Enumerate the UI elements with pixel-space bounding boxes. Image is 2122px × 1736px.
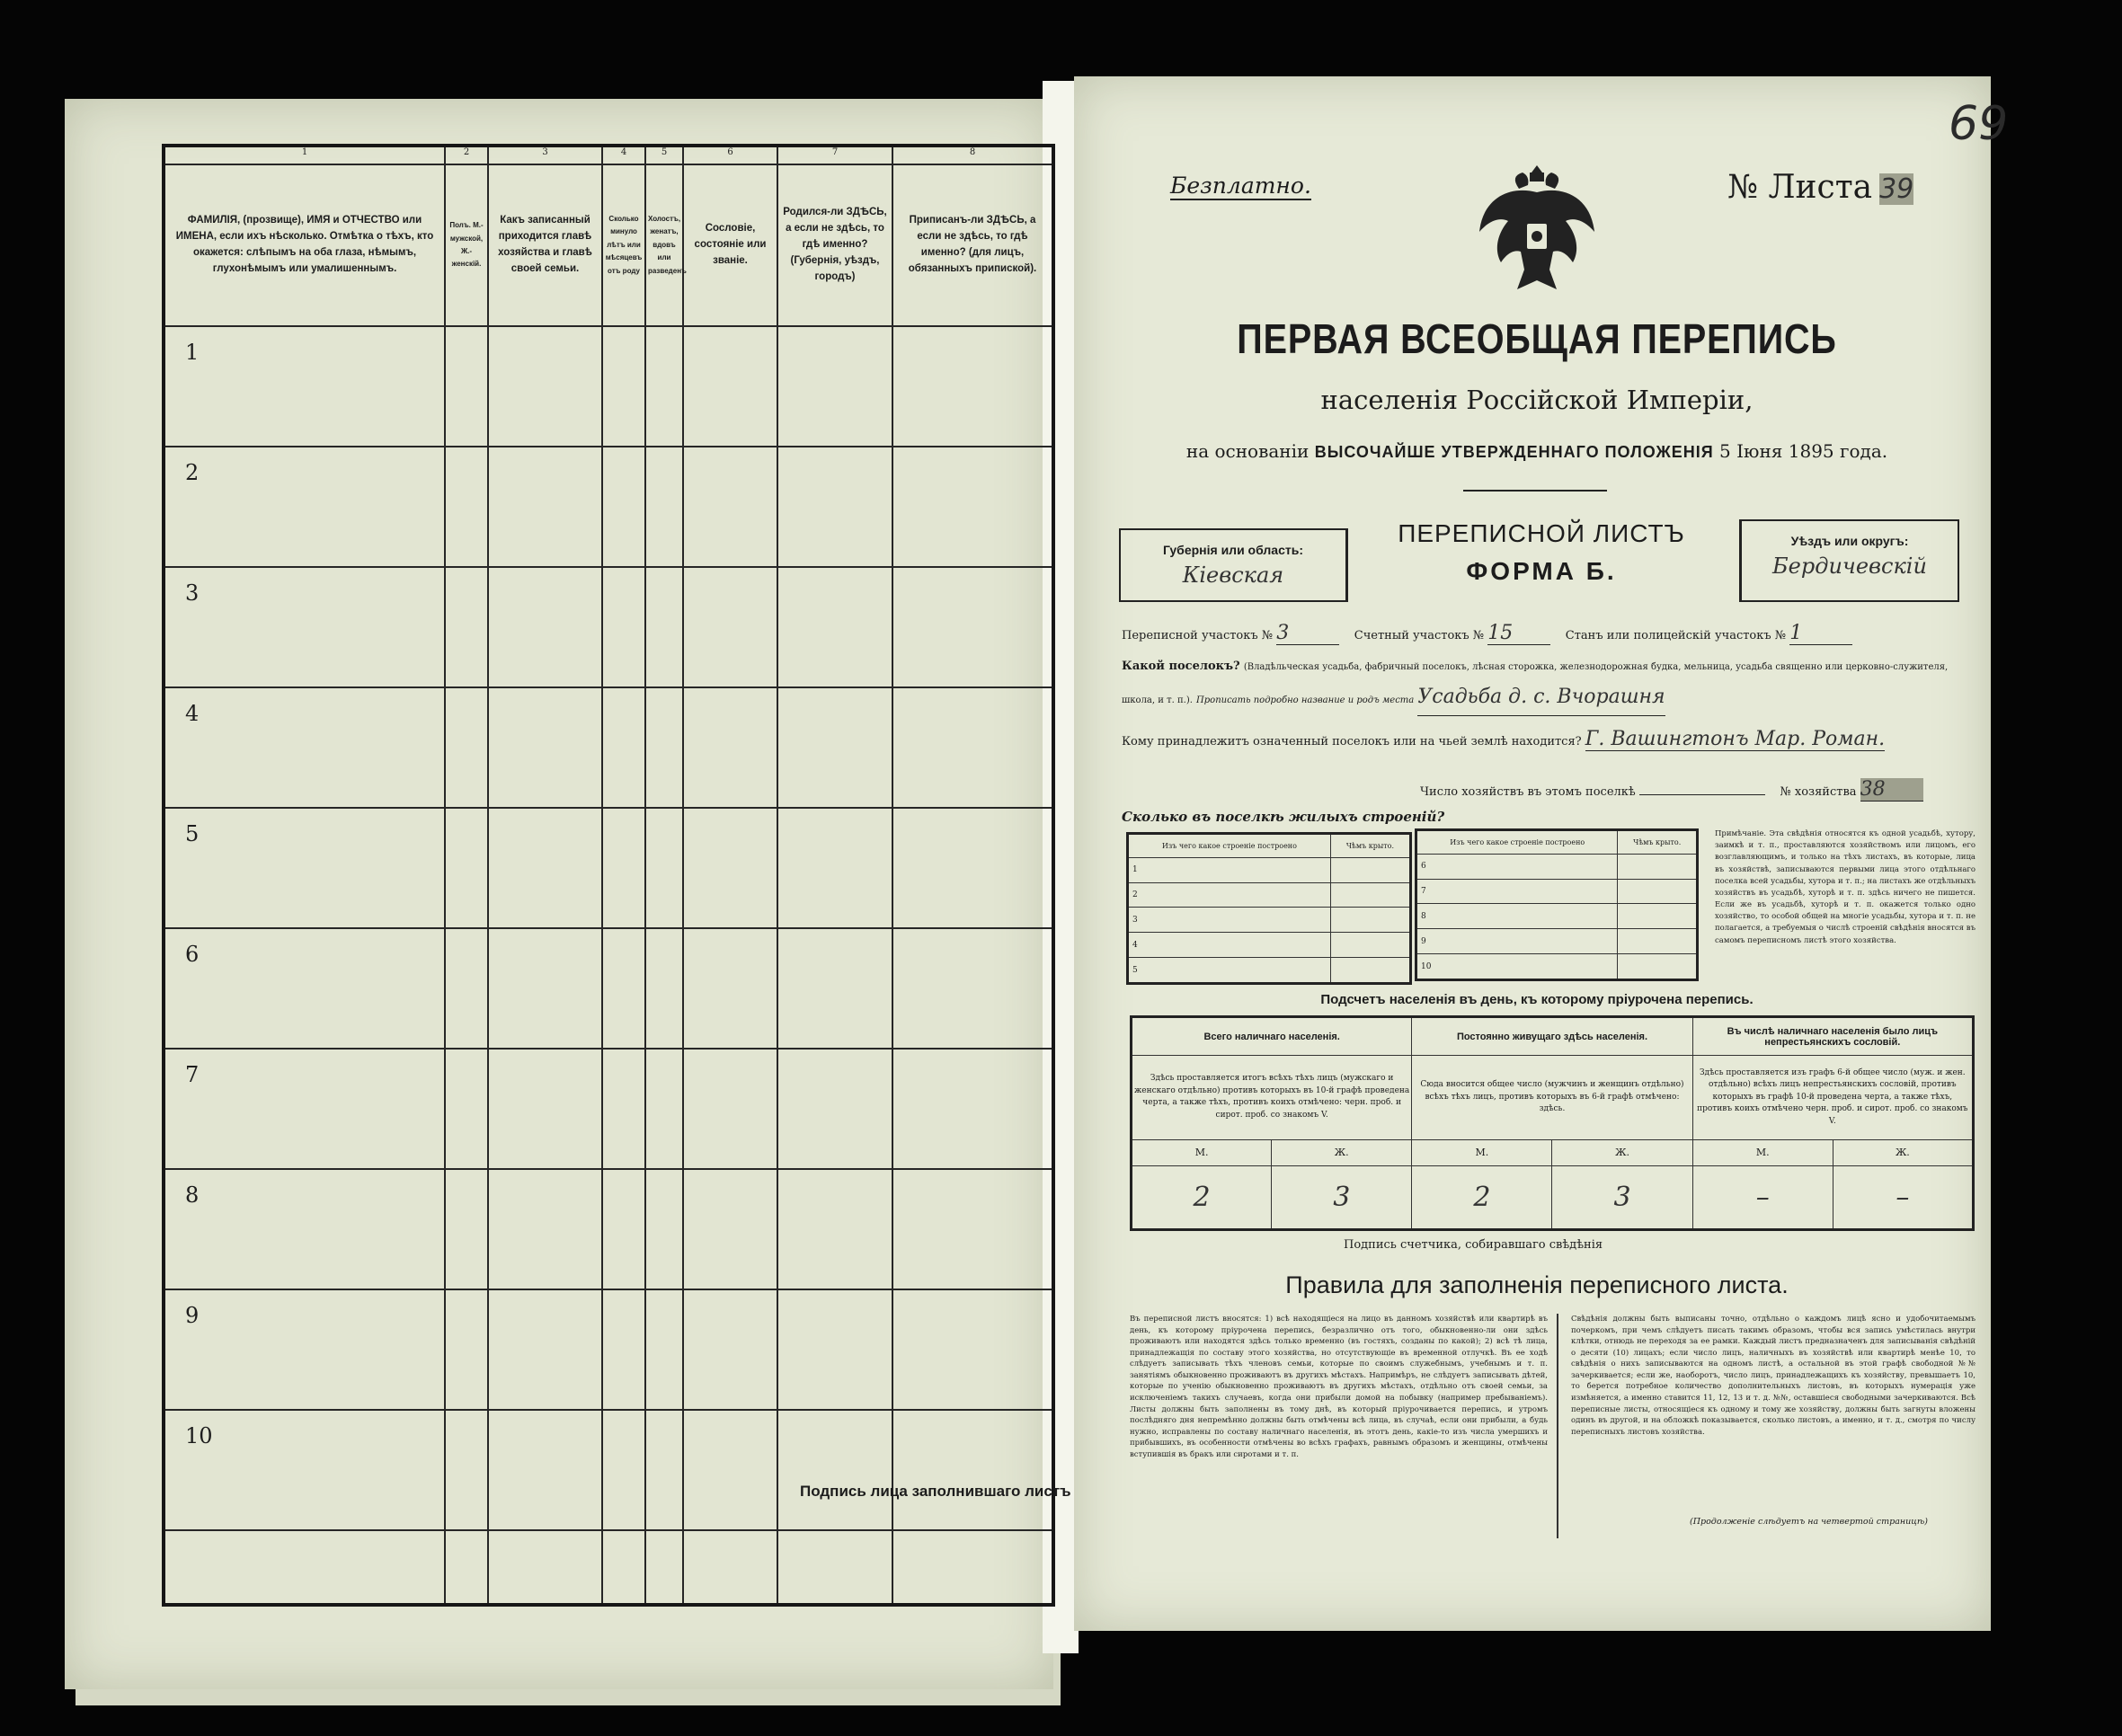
census-district-label: Переписной участокъ № [1122, 629, 1274, 642]
buildings-title: Сколько въ поселкѣ жилыхъ строеній? [1122, 809, 1445, 825]
cell [602, 1289, 645, 1410]
cell [602, 1410, 645, 1530]
cell [777, 567, 892, 687]
population-count-title: Подсчетъ населенія въ день, къ которому пріурочена перепись. [1320, 992, 1754, 1007]
cell [892, 687, 1053, 808]
building-row: 7 [1416, 879, 1618, 904]
cell [645, 447, 683, 567]
cell [777, 1049, 892, 1169]
cell [445, 1410, 488, 1530]
sex-label: Ж. [1272, 1139, 1412, 1165]
building-row: 5 [1128, 958, 1331, 984]
cell [645, 1049, 683, 1169]
column-header-registered: Приписанъ-ли ЗДѢСЬ, а если не здѣсь, то гдѣ именно? (для лицъ, обязанныхъ припиской). [892, 164, 1053, 326]
free-of-charge-label: Безплатно. [1170, 173, 1311, 199]
census-legal-basis [1079, 440, 1995, 462]
cell [777, 1410, 892, 1530]
uezd-label: Уѣздъ или округъ: [1790, 534, 1909, 548]
cell [488, 928, 602, 1049]
counting-district-value: 15 [1487, 622, 1550, 645]
cell [445, 447, 488, 567]
cell [488, 1410, 602, 1530]
cell [445, 1049, 488, 1169]
cell [488, 808, 602, 928]
cell [645, 567, 683, 687]
census-title: ПЕРВАЯ ВСЕОБЩАЯ ПЕРЕПИСЬ [1237, 315, 1837, 362]
column-number-row [164, 146, 1053, 164]
cell [892, 808, 1053, 928]
count-value: 3 [1272, 1165, 1412, 1229]
households-label: Число хозяйствъ въ этомъ поселкѣ [1420, 785, 1636, 799]
population-count-table [1130, 1015, 1975, 1231]
column-header-marital: Холостъ, женатъ, вдовъ или разведенъ [645, 164, 683, 326]
cell [892, 1169, 1053, 1289]
cell [683, 1289, 777, 1410]
stan-value: 1 [1789, 622, 1852, 645]
cell [602, 928, 645, 1049]
uezd-value: Бердичевскій [1772, 554, 1927, 579]
buildings-table-right [1415, 828, 1699, 981]
cell [1330, 958, 1410, 984]
cell [602, 1169, 645, 1289]
owner-line [1122, 728, 1885, 751]
cell [892, 928, 1053, 1049]
row-number: 3 [164, 567, 445, 687]
cell [1330, 908, 1410, 933]
cell [645, 1169, 683, 1289]
column-number: 1 [164, 146, 445, 164]
row-number: 2 [164, 447, 445, 567]
buildings-note: Примѣчаніе. Эта свѣдѣнія относятся къ одной усадьбѣ, хутору, заимкѣ и т. п., проставляются хозяйствомъ или лицомъ, его возглавляющимъ, и только на тѣхъ листахъ, въ которые, лица въ хозяйствѣ, записываются первыми лица этого отдѣльнаго поселка всей усадьбы, хутора и т. п.; на листахъ же отдѣльныхъ хозяйствъ въ усадьбѣ, хуторѣ и т. п. здѣсь ничего не пишется. Если же въ усадьбѣ, хуторѣ и т. п. окажется только одно хозяйство, то особой общей на многіе усадьбы, хутора и т. п. не полагается, а требуемыя о числѣ строеній свѣдѣнія вносятся въ самомъ переписномъ листѣ этого хозяйства. [1715, 829, 1976, 945]
cell [445, 1289, 488, 1410]
double-headed-eagle-emblem [1474, 162, 1600, 306]
building-row: 4 [1128, 933, 1331, 958]
cell [445, 1169, 488, 1289]
cell [602, 326, 645, 447]
cell [1330, 857, 1410, 882]
households-blank [1639, 794, 1765, 795]
cell [602, 687, 645, 808]
row-number: 6 [164, 928, 445, 1049]
person-row [164, 1049, 1053, 1169]
cell [1618, 879, 1698, 904]
sex-label: М. [1132, 1139, 1272, 1165]
cell [488, 1169, 602, 1289]
sheet-number-label: № Листа [1727, 169, 1873, 206]
counting-district-label: Счетный участокъ № [1354, 629, 1485, 642]
census-district-value: 3 [1276, 622, 1339, 645]
person-row [164, 326, 1053, 447]
cell [445, 687, 488, 808]
cell [683, 1530, 777, 1605]
cell [892, 1049, 1053, 1169]
cell [683, 447, 777, 567]
person-row [164, 1289, 1053, 1410]
cell [683, 808, 777, 928]
sex-label: М. [1692, 1139, 1833, 1165]
building-row: 8 [1416, 904, 1618, 929]
count-group-non-peasant: Въ числѣ наличнаго населенія было лицъ непрестьянскихъ сословій. [1692, 1017, 1973, 1056]
cell [488, 687, 602, 808]
cell [777, 808, 892, 928]
district-line [1122, 622, 1852, 645]
column-number: 6 [683, 146, 777, 164]
cell [445, 326, 488, 447]
count-desc-non-peasant: Здѣсь проставляется изъ графъ 6-й общее число (муж. и жен. отдѣльно) всѣхъ лицъ непрестьянскихъ сословій, противъ которыхъ въ графѣ 10-й проведена черта, а также тѣхъ, противъ коихъ отмѣчено черн. проб. и сирот. проб. со знакомъ V. [1692, 1056, 1973, 1140]
person-row [164, 447, 1053, 567]
cell [683, 1049, 777, 1169]
settlement-value: Усадьба д. с. Вчорашня [1417, 678, 1665, 717]
cell [892, 447, 1053, 567]
cell [602, 1049, 645, 1169]
row-number: 4 [164, 687, 445, 808]
column-header-row [164, 164, 1053, 326]
column-number: 4 [602, 146, 645, 164]
row-number: 9 [164, 1289, 445, 1410]
count-value: – [1692, 1165, 1833, 1229]
buildings-col-material: Изъ чего какое строеніе построено [1416, 830, 1618, 855]
sex-label: Ж. [1552, 1139, 1692, 1165]
row-number: 1 [164, 326, 445, 447]
count-value: 2 [1412, 1165, 1552, 1229]
filler-signature-label: Подпись лица заполнившаго листъ [800, 1483, 1071, 1500]
cell [445, 567, 488, 687]
count-group-present: Всего наличнаго населенія. [1132, 1017, 1412, 1056]
building-row: 9 [1416, 929, 1618, 954]
column-header-age: Сколько минуло лѣтъ или мѣсяцевъ отъ роду [602, 164, 645, 326]
owner-label: Кому принадлежитъ означенный поселокъ или на чьей землѣ находится? [1122, 735, 1582, 748]
settlement-line [1122, 656, 1967, 716]
households-line [1420, 778, 1923, 802]
cell [683, 928, 777, 1049]
cell [777, 1289, 892, 1410]
cell [892, 1530, 1053, 1605]
rules-column-2: Свѣдѣнія должны быть выписаны точно, отдѣльно о каждомъ лицѣ ясно и удобочитаемымъ почеркомъ, при чемъ слѣдуетъ писать такимъ образомъ, чтобы вся запись умѣстилась внутри клѣтки, отнюдь не переходя за ее рамки. Каждый листъ предназначенъ для записыванія свѣдѣній о десяти (10) лицахъ; если число лицъ, наличныхъ въ хозяйствѣ или квартирѣ менѣе 10, то свѣдѣнія о нихъ записываются на одномъ листѣ, а остальной въ этой графѣ свободной №№ зачеркивается; если же, наоборотъ, число лицъ, принадлежащихъ къ хозяйству, превышаетъ 10, то берется потребное количество дополнительныхъ листовъ, въ которыхъ нумерація уже измѣняется, а именно ставится 11, 12, 13 и т. д. №№, оставшіеся свободными зачеркиваются. Всѣ переписные листы, относящіеся къ одному и тому же хозяйству, должны быть загнуты вложены одинъ въ другой, и на обложкѣ показывается, сколько листовъ, а именно, и т. д., смотря по числу переписныхъ листовъ хозяйства. [1571, 1315, 1976, 1437]
row-number: 7 [164, 1049, 445, 1169]
cell [1618, 904, 1698, 929]
rules-title: Правила для заполненія переписного листа. [1285, 1271, 1789, 1298]
legal-basis-caps: ВЫСОЧАЙШЕ УТВЕРЖДЕННАГО ПОЛОЖЕНІЯ [1314, 443, 1714, 461]
household-no-value: 38 [1860, 778, 1923, 802]
cell [164, 1530, 445, 1605]
cell [777, 447, 892, 567]
cell [777, 1530, 892, 1605]
sheet-number-value: 39 [1879, 173, 1914, 205]
settlement-hint: (Владѣльческая усадьба, фабричный поселокъ, лѣсная сторожка, железнодорожная будка, мельница, усадьба священно или церковно-служителя, школа, и т. п.). [1122, 662, 1949, 705]
count-group-resident: Постоянно живущаго здѣсь населенія. [1412, 1017, 1692, 1056]
gubernia-label: Губернія или область: [1162, 543, 1304, 557]
counter-signature-label: Подпись счетчика, собиравшаго свѣдѣнія [1344, 1238, 1603, 1252]
person-row [164, 808, 1053, 928]
settlement-hint-2: Прописать подробно название и родъ места [1196, 695, 1415, 705]
count-value: 2 [1132, 1165, 1272, 1229]
cell [488, 1289, 602, 1410]
column-header-name: ФАМИЛІЯ, (прозвище), ИМЯ и ОТЧЕСТВО или ИМЕНА, если ихъ нѣсколько. Отмѣтка о тѣхъ, кто окажется: слѣпымъ на оба глаза, нѣмымъ, глухонѣмымъ или умалишеннымъ. [164, 164, 445, 326]
cell [445, 928, 488, 1049]
buildings-table-left [1126, 832, 1412, 985]
row-number: 10 [164, 1410, 445, 1530]
count-desc-present: Здѣсь проставляется итогъ всѣхъ тѣхъ лицъ (мужскаго и женскаго отдѣльно) противъ которыхъ въ 10-й графѣ проведена черта, а также тѣхъ, противъ коихъ отмѣчено: черн. проб. и сирот. проб. со знакомъ V. [1132, 1056, 1412, 1140]
cell [777, 1169, 892, 1289]
form-header-band [1119, 519, 1959, 600]
owner-value: Г. Вашингтонъ Мар. Роман. [1585, 728, 1886, 750]
cell [488, 1530, 602, 1605]
cell [777, 928, 892, 1049]
cell [488, 447, 602, 567]
cell [602, 1530, 645, 1605]
column-header-sex: Полъ. М.-мужской, Ж.-женскій. [445, 164, 488, 326]
cell [645, 808, 683, 928]
legal-basis-prefix: на основаніи [1185, 440, 1310, 462]
column-header-estate: Сословіе, состояніе или званіе. [683, 164, 777, 326]
cell [683, 567, 777, 687]
cell [777, 687, 892, 808]
cell [1618, 854, 1698, 879]
building-row: 6 [1416, 854, 1618, 879]
building-row: 1 [1128, 857, 1331, 882]
gubernia-box [1119, 528, 1348, 602]
folio-number: 69 [1949, 97, 2009, 151]
person-row [164, 567, 1053, 687]
person-row [164, 1169, 1053, 1289]
sex-label: Ж. [1833, 1139, 1973, 1165]
buildings-col-material: Изъ чего какое строеніе построено [1128, 834, 1331, 858]
rules-divider [1557, 1314, 1558, 1538]
rules-column-1: Въ переписной листъ вносятся: 1) всѣ находящіеся на лицо въ данномъ хозяйствѣ или квартирѣ въ день, къ которому пріурочена перепись, безразлично отъ того, обыкновенно-ли они здѣсь проживаютъ или находятся здѣсь только временно (въ гостяхъ, созданы по какой); 2) всѣ тѣ лица, принадлежащія по составу этого хозяйства, но отсутствующіе въ временной отлучкѣ. Въ ее ходѣ слѣдуетъ записывать тѣхъ членовъ семьи, которые по своимъ служебнымъ, учебнымъ и т. п. занятіямъ обыкновенно проживаютъ въ другихъ мѣстахъ. Напримѣръ, не слѣдуетъ записывать дѣтей, которые по ученію обыкновенно проживаютъ въ другихъ мѣстахъ, отдѣльно отъ своей семьи, за исключеніемъ такихъ случаевъ, когда они прибыли домой на побывку (например пребываніемъ). Листы должны быть заполнены въ тому днѣ, въ который пріурочивается перепись, и утромъ послѣдняго дня непремѣнно должны быть отмѣчены всѣ лица, въ случаѣ, если они прибыли, а будь нужно, исправлены по составу наличнаго населенія, въ этотъ день, какіе-то изъ числа умершихъ и прибывшихъ, въ особенности отмѣчены во всѣхъ графахъ, равнымъ образомъ и женщины, отмѣчены вступившія въ бракъ или сиротами и т. п. [1130, 1315, 1548, 1459]
cell [683, 326, 777, 447]
sheet-number [1727, 169, 1913, 206]
settlement-label: Какой поселокъ? [1122, 660, 1240, 673]
stan-label: Станъ или полицейскій участокъ № [1565, 629, 1787, 642]
count-desc-resident: Сюда вносится общее число (мужчинъ и женщинъ отдѣльно) всѣхъ тѣхъ лицъ, противъ которыхъ въ 6-й графѣ отмѣчено: здѣсь. [1412, 1056, 1692, 1140]
person-row [164, 1410, 1053, 1530]
cell [1330, 933, 1410, 958]
cell [645, 326, 683, 447]
household-no-label: № хозяйства [1780, 785, 1857, 799]
column-header-birthplace: Родился-ли ЗДѢСЬ, а если не здѣсь, то гдѣ именно? (Губернія, уѣздъ, городъ) [777, 164, 892, 326]
cell [645, 1530, 683, 1605]
building-row: 10 [1416, 954, 1618, 980]
cell [488, 1049, 602, 1169]
row-number: 5 [164, 808, 445, 928]
column-number: 8 [892, 146, 1053, 164]
census-person-table [162, 144, 1055, 1607]
cell [683, 1169, 777, 1289]
cell [645, 1289, 683, 1410]
cell [488, 326, 602, 447]
gubernia-value: Кіевская [1182, 562, 1284, 588]
row-number: 8 [164, 1169, 445, 1289]
divider-rule [1463, 490, 1607, 492]
column-number: 7 [777, 146, 892, 164]
cell [602, 808, 645, 928]
cell [445, 1530, 488, 1605]
sheet-title: ПЕРЕПИСНОЙ ЛИСТЪ [1398, 519, 1685, 547]
buildings-col-roof: Чѣмъ крыто. [1330, 834, 1410, 858]
cell [683, 687, 777, 808]
cell [683, 1410, 777, 1530]
legal-basis-date: 5 Іюня 1895 года. [1719, 440, 1888, 462]
uezd-box [1739, 519, 1959, 602]
cell [1330, 882, 1410, 908]
building-row: 3 [1128, 908, 1331, 933]
cell [1618, 954, 1698, 980]
column-number: 5 [645, 146, 683, 164]
cell [1618, 929, 1698, 954]
cell [892, 1410, 1053, 1530]
cell [892, 326, 1053, 447]
person-row [164, 687, 1053, 808]
sheet-form: ФОРМА Б. [1466, 557, 1617, 585]
column-header-relation: Какъ записанный приходится главѣ хозяйства и главѣ своей семьи. [488, 164, 602, 326]
person-row [164, 928, 1053, 1049]
cell [602, 447, 645, 567]
cell [488, 567, 602, 687]
cell [645, 1410, 683, 1530]
continued-note: (Продолженіе слѣдуетъ на четвертой страницѣ) [1690, 1517, 1928, 1527]
census-subtitle: населенія Россійской Имперіи, [1320, 385, 1754, 415]
cell [892, 567, 1053, 687]
building-row: 2 [1128, 882, 1331, 908]
count-value: 3 [1552, 1165, 1692, 1229]
cell [445, 808, 488, 928]
cell [892, 1289, 1053, 1410]
cell [777, 326, 892, 447]
count-value: – [1833, 1165, 1973, 1229]
person-row-blank [164, 1530, 1053, 1605]
column-number: 2 [445, 146, 488, 164]
column-number: 3 [488, 146, 602, 164]
cell [645, 928, 683, 1049]
cell [645, 687, 683, 808]
cell [602, 567, 645, 687]
buildings-col-roof: Чѣмъ крыто. [1618, 830, 1698, 855]
sex-label: М. [1412, 1139, 1552, 1165]
